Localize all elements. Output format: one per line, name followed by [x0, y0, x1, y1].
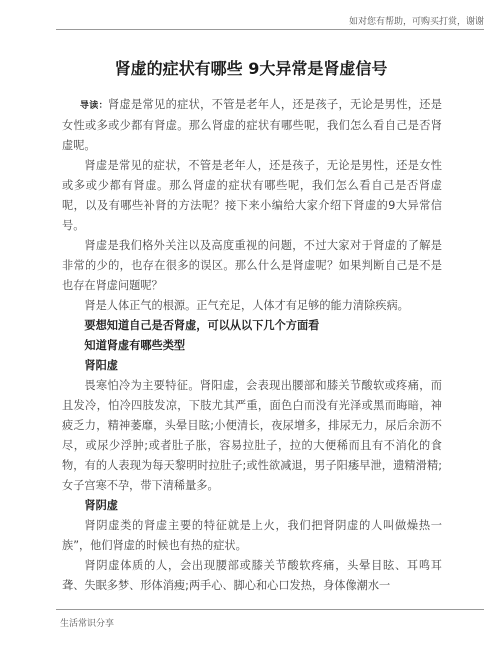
- document-title: 肾虚的症状有哪些 9大异常是肾虚信号: [114, 59, 388, 78]
- heading-kidney-yin: 肾阴虚: [84, 499, 118, 512]
- paragraph-kidney-yang: 畏寒怕冷为主要特征。肾阳虚，会表现出腰部和膝关节酸软或疼痛，而且发冷，怕冷四肢发凉，下肢尤其严重，面色白而没有光泽或黑而晦暗，神疲乏力，精神萎靡，头晕目眩;小便清长，夜尿增多，排尿无力，尿后余沥不尽，或尿少浮肿;或者肚子胀，容易拉肚子，拉的大便稀而且有不消化的食物，有的人表现为每天黎明时拉肚子;或性欲减退，男子阳痿早泄，遗精滑精;女子宫寒不孕，带下清稀量多。: [62, 379, 442, 492]
- footer-divider: [56, 609, 484, 610]
- intro-text: 肾虚是常见的症状，不管是老年人，还是孩子，无论是男性，还是女性或多或少都有肾虚。那么肾虚的症状有哪些呢，我们怎么看自己是否肾虚呢。: [62, 98, 442, 152]
- header-divider: [56, 29, 484, 30]
- paragraph-2: 肾虚是我们格外关注以及高度重视的问题，不过大家对于肾虚的了解是非常的少的，也存在很多的误区。那么什么是肾虚呢？如果判断自己是不是也存在肾虚问题呢？: [62, 239, 442, 292]
- document-body: [62, 95, 442, 596]
- intro-paragraph: [62, 95, 442, 156]
- heading-types: 知道肾虚有哪些类型: [84, 339, 186, 352]
- paragraph-1: 肾虚是常见的症状，不管是老年人，还是孩子，无论是男性，还是女性或多或少都有肾虚。那么肾虚的症状有哪些呢，我们怎么看自己是否肾虚呢，以及有哪些补肾的方法呢？接下来小编给大家介绍下肾虚的9大异常信号。: [62, 159, 442, 232]
- paragraph-kidney-yin-2: 肾阴虚体质的人，会出现腰部或膝关节酸软疼痛，头晕目眩、耳鸣耳聋、失眠多梦、形体消瘦;两手心、脚心和心口发热，身体像潮水一: [62, 559, 442, 592]
- footer-note: 生活常识分享: [60, 619, 115, 629]
- heading-kidney-yang: 肾阳虚: [84, 359, 118, 372]
- paragraph-kidney-yin-1: 肾阴虚类的肾虚主要的特征就是上火，我们把肾阴虚的人叫做燥热一族”，他们肾虚的时候也有热的症状。: [62, 519, 442, 552]
- header-note: 如对您有帮助，可购买打赏，谢谢: [348, 17, 484, 27]
- intro-label: 导读：: [79, 101, 108, 111]
- heading-how-to-check: 要想知道自己是否肾虚，可以从以下几个方面看: [84, 319, 320, 332]
- paragraph-3: 肾是人体正气的根源。正气充足，人体才有足够的能力清除疾病。: [84, 299, 409, 312]
